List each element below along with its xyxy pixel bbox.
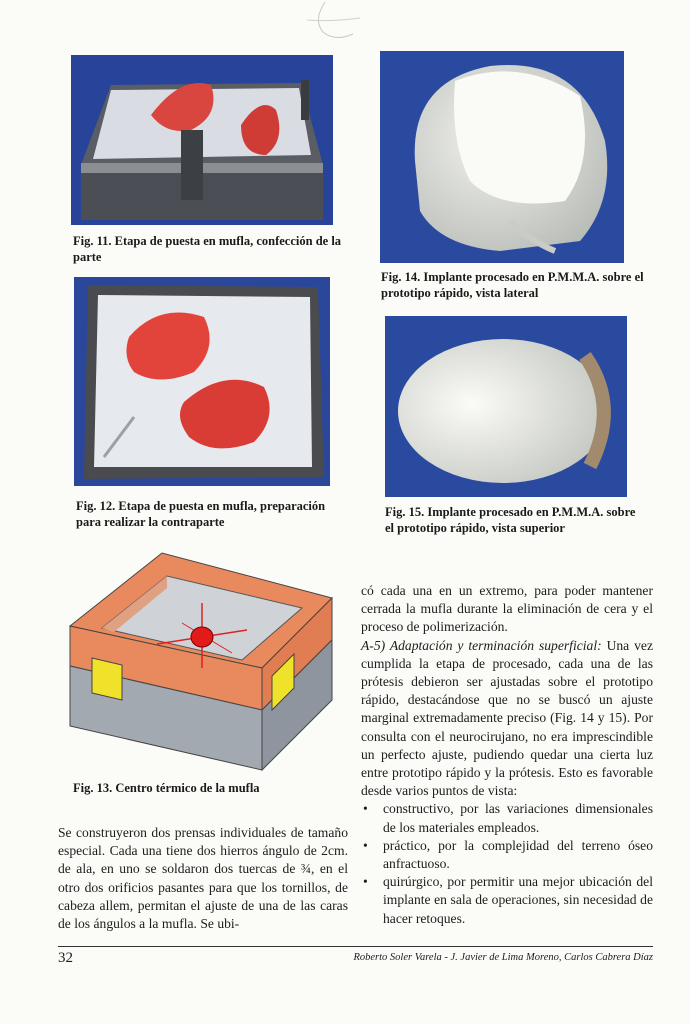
continuation-paragraph: có cada una en un extremo, para poder mantener cerrada la mufla durante la eliminación de cera y el proceso de polimerización. bbox=[361, 583, 653, 635]
fig13-caption: Fig. 13. Centro térmico de la mufla bbox=[73, 781, 260, 795]
list-item: • quirúrgico, por permitir una mejor ubicación del implante en sala de operaciones, sin necesidad de hacer retoques. bbox=[361, 873, 653, 928]
section-a5-text: Una vez cumplida la etapa de procesado, cada una de las prótesis debieron ser ajustadas sobre el prototipo rápido, destacándose que no se buscó un ajuste marginal extremadamente preciso (Fig. 14 y 15). Por consulta con el neurocirujano, no era imprescindible un perfecto ajuste, pudiendo quedar una cierta luz entre prototipo rápido y la prótesis. Esto es favorable desde varios puntos de vista: bbox=[361, 637, 653, 799]
list-item: • práctico, por la complejidad del terreno óseo anfractuoso. bbox=[361, 837, 653, 873]
fig13-diagram bbox=[62, 548, 337, 773]
fig11-caption: Fig. 11. Etapa de puesta en mufla, confección de la parte bbox=[73, 234, 342, 264]
page-number: 32 bbox=[58, 950, 73, 966]
section-a5 bbox=[361, 637, 653, 801]
fig15-photo bbox=[385, 316, 627, 497]
left-paragraph: Se construyeron dos prensas individuales de tamaño especial. Cada una tiene dos hierros ángulo de 2cm. de ala, en uno se soldaron dos tuercas de ¾, en el otro dos orificios pasantes para que los tornillos, de cabeza allem, permitan el ajuste de una de las caras de los ángulos a la mufla. Se ubi- bbox=[58, 825, 348, 932]
fig15-caption: Fig. 15. Implante procesado en P.M.M.A. sobre el prototipo rápido, vista superior bbox=[385, 505, 636, 535]
fig14-caption: Fig. 14. Implante procesado en P.M.M.A. sobre el prototipo rápido, vista lateral bbox=[381, 270, 644, 300]
fig12-caption: Fig. 12. Etapa de puesta en mufla, preparación para realizar la contraparte bbox=[76, 499, 326, 529]
running-footer-authors: Roberto Soler Varela - J. Javier de Lima Moreno, Carlos Cabrera Díaz bbox=[353, 952, 653, 963]
list-item: • constructivo, por las variaciones dimensionales de los materiales empleados. bbox=[361, 800, 653, 836]
section-a5-heading: A-5) Adaptación y terminación superficial: bbox=[361, 637, 602, 653]
fig12-photo bbox=[74, 277, 330, 486]
fig11-photo bbox=[71, 55, 333, 225]
right-column-text bbox=[361, 582, 653, 928]
fig14-photo bbox=[380, 51, 624, 263]
footer-rule bbox=[58, 946, 653, 947]
handwritten-mark bbox=[305, 0, 365, 45]
left-column-text bbox=[58, 824, 348, 933]
